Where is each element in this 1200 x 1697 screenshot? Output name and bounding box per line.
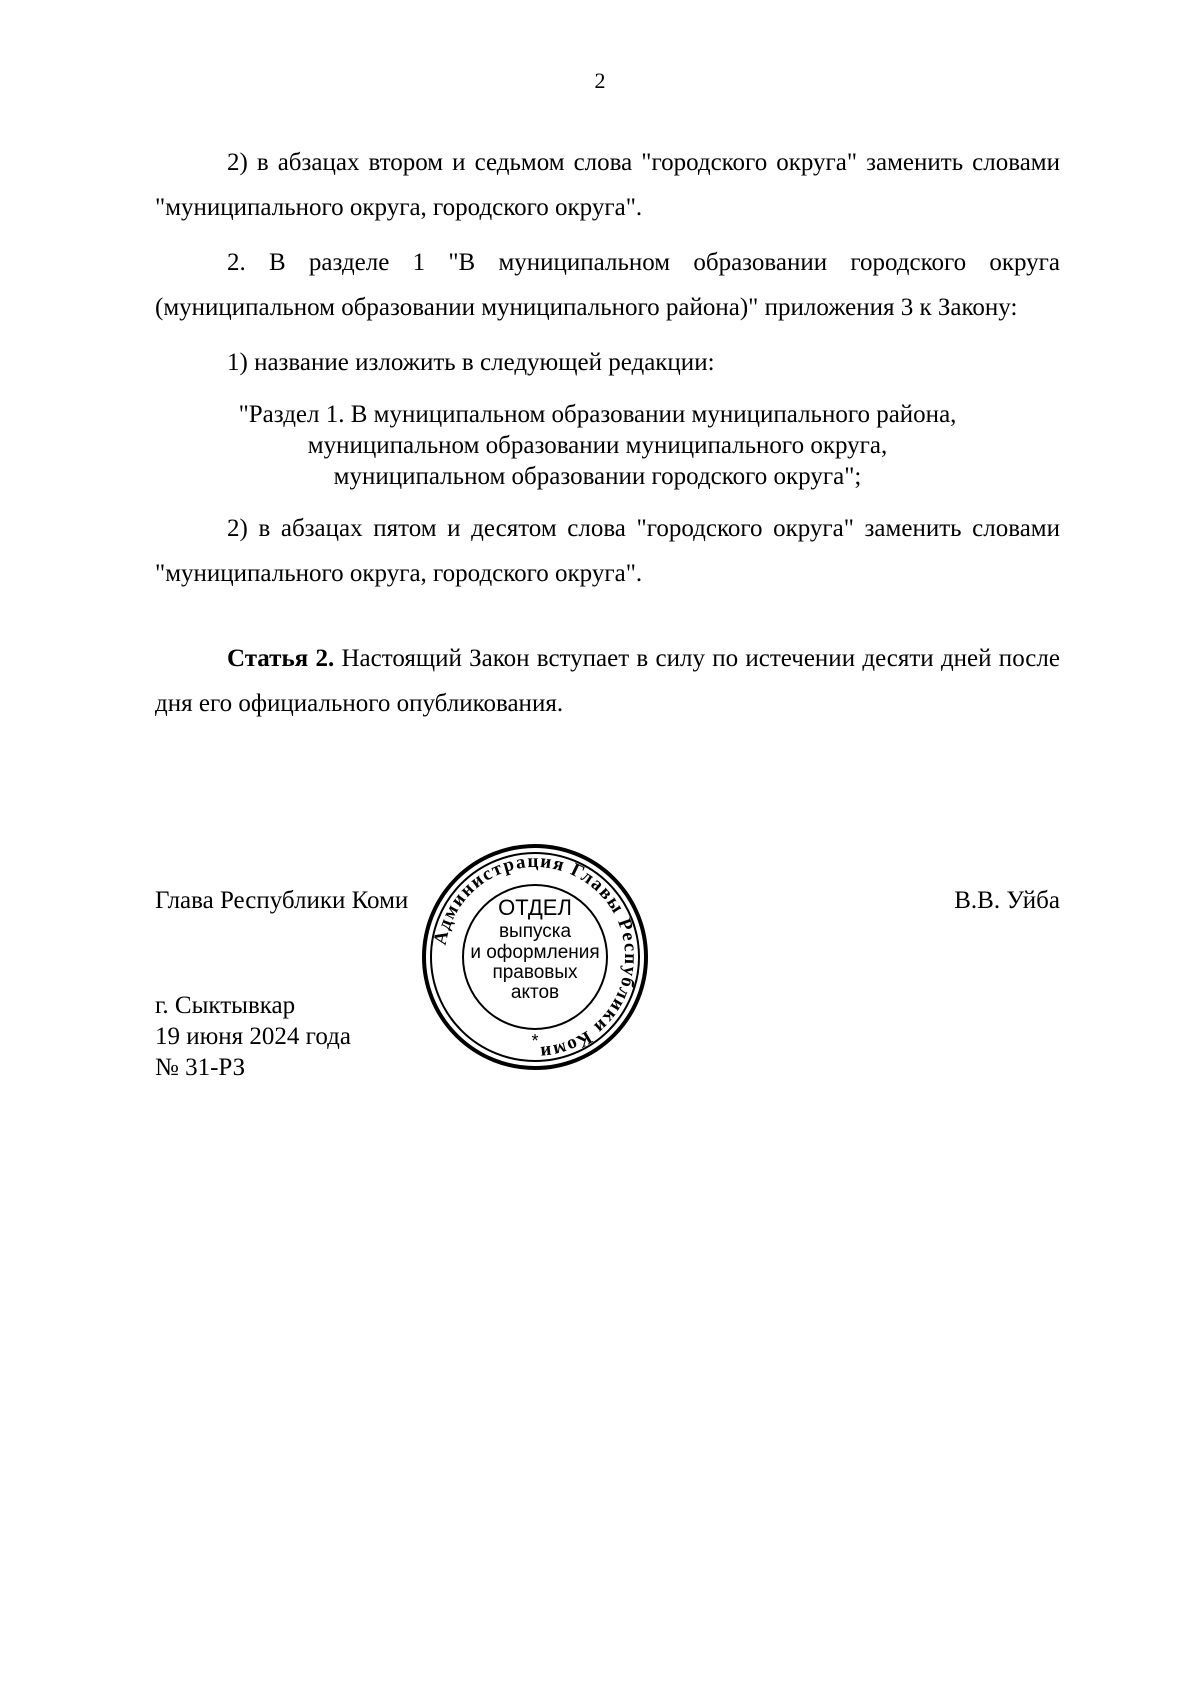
- seal-line: и оформления: [470, 942, 600, 963]
- quoted-section-title: [145, 399, 1050, 492]
- quote-line: муниципальном образовании муниципального округа,: [307, 432, 888, 459]
- signatory-name: В.В. Уйба: [954, 887, 1060, 914]
- date: 19 июня 2024 года: [155, 1023, 351, 1050]
- paragraph-2: 2. В разделе 1 "В муниципальном образовании городского округа (муниципальном образовании муниципального района)" приложения 3 к Закону:: [155, 249, 1060, 321]
- paragraph-3: 1) название изложить в следующей редакции:: [227, 349, 715, 376]
- page-number: 2: [594, 68, 606, 93]
- article-2: [155, 636, 1060, 726]
- paragraph-1: 2) в абзацах втором и седьмом слова "городского округа" заменить словами "муниципального округа, городского округа".: [155, 149, 1060, 221]
- paragraph-4: 2) в абзацах пятом и десятом слова "городского округа" заменить словами "муниципального округа, городского округа".: [155, 515, 1060, 587]
- seal-line: правовых: [492, 962, 578, 983]
- document-body: [155, 140, 1060, 726]
- quote-line: "Раздел 1. В муниципальном образовании муниципального района,: [238, 401, 957, 428]
- quote-line: муниципальном образовании городского округа";: [333, 463, 862, 490]
- article-label: Статья 2.: [227, 645, 335, 672]
- seal-line: ОТДЕЛ: [498, 895, 572, 920]
- place-date-number: [155, 990, 351, 1083]
- seal-line: выпуска: [498, 921, 572, 942]
- seal-line: актов: [510, 982, 560, 1003]
- city: г. Сыктывкар: [155, 992, 296, 1019]
- seal-center-text: [470, 895, 599, 1003]
- seal-ring-text: Администрация Главы Республики Коми: [429, 850, 642, 1064]
- signatory-title: Глава Республики Коми: [155, 887, 409, 914]
- official-seal: [420, 842, 650, 1072]
- article-text: Настоящий Закон вступает в силу по истечении десяти дней после дня его официального опубликования.: [155, 645, 1060, 717]
- seal-star: *: [531, 1031, 539, 1051]
- law-number: № 31-РЗ: [155, 1054, 246, 1081]
